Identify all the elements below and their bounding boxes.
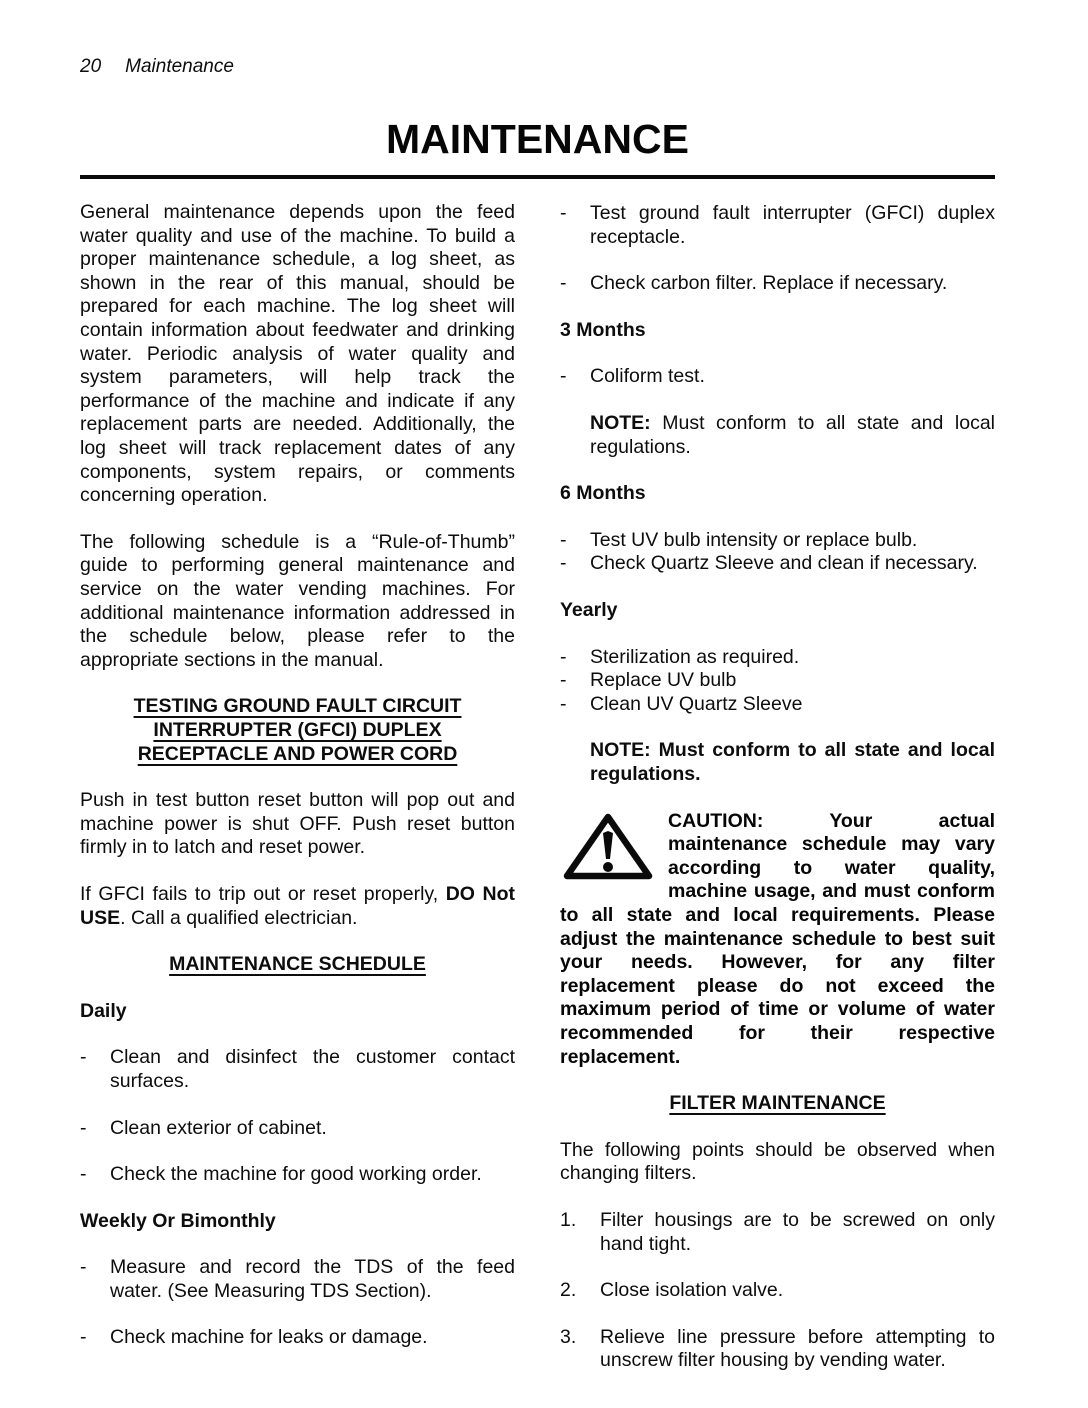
list-item bbox=[560, 202, 995, 249]
list-item bbox=[560, 693, 995, 717]
list-item-text: Check carbon filter. Replace if necessary. bbox=[590, 272, 948, 295]
dash-marker: - bbox=[80, 1163, 87, 1186]
warning-triangle-icon bbox=[560, 811, 656, 883]
list-item-text: Clean UV Quartz Sleeve bbox=[590, 692, 803, 715]
label-3-months: 3 Months bbox=[560, 318, 646, 341]
numbered-item bbox=[560, 1279, 995, 1303]
label-weekly: Weekly Or Bimonthly bbox=[80, 1209, 276, 1232]
page-title: MAINTENANCE bbox=[386, 115, 689, 162]
list-item bbox=[560, 669, 995, 693]
list-item-text: Clean and disinfect the customer contact surfaces. bbox=[110, 1046, 515, 1092]
dash-marker: - bbox=[560, 365, 567, 388]
numbered-item bbox=[560, 1326, 995, 1373]
list-item bbox=[80, 1117, 515, 1141]
dash-marker: - bbox=[560, 552, 567, 575]
list-item-text: Test ground fault interrupter (GFCI) duplex receptacle. bbox=[590, 202, 995, 248]
heading-line: MAINTENANCE SCHEDULE bbox=[169, 953, 426, 976]
heading-line: TESTING GROUND FAULT CIRCUIT bbox=[133, 695, 462, 718]
label-6-months: 6 Months bbox=[560, 482, 646, 505]
list-item bbox=[560, 272, 995, 296]
paragraph-schedule-intro: The following schedule is a “Rule-of-Thumb” guide to performing general maintenance and service on the water vending machines. For additional maintenance information addressed in the schedule below, please refer to the appropriate sections in the manual. bbox=[80, 530, 515, 671]
paragraph-filter-intro: The following points should be observed when changing filters. bbox=[560, 1138, 995, 1185]
numbered-item-text: Filter housings are to be screwed on only hand tight. bbox=[600, 1208, 995, 1255]
numbered-item-text: Relieve line pressure before attempting to unscrew filter housing by vending water. bbox=[600, 1325, 995, 1372]
dash-marker: - bbox=[80, 1326, 87, 1349]
dash-marker: - bbox=[560, 202, 567, 225]
item-number: 1. bbox=[560, 1208, 577, 1231]
page-number: 20 bbox=[80, 56, 102, 77]
list-item bbox=[560, 529, 995, 553]
list-item-text: Check Quartz Sleeve and clean if necessary. bbox=[590, 552, 978, 575]
heading-line: INTERRUPTER (GFCI) DUPLEX bbox=[153, 718, 442, 741]
left-column bbox=[80, 179, 515, 1396]
caution-text: CAUTION: Your actual maintenance schedule may vary according to water quality, machine usage, and must conform to all state and local requirements. Please adjust the maintenance schedule to best suit your needs. However, for any filter replacement please do not exceed the maximum period of time or volume of water recommended for their respective replacement. bbox=[560, 809, 995, 1068]
item-number: 3. bbox=[560, 1325, 577, 1348]
list-item bbox=[80, 1046, 515, 1093]
dash-marker: - bbox=[560, 645, 567, 668]
list-item bbox=[560, 646, 995, 670]
note-label: NOTE: bbox=[590, 412, 651, 435]
dash-marker: - bbox=[560, 528, 567, 551]
dash-marker: - bbox=[80, 1046, 87, 1069]
paragraph-general-maintenance: General maintenance depends upon the feed water quality and use of the machine. To build a proper maintenance schedule, a log sheet, as shown in the rear of this manual, should be prepared for each machine. The log sheet will contain information about feedwater and drinking water. Periodic analysis of water quality and system parameters, will help track the performance of the machine and indicate if any replacement parts are needed. Additionally, the log sheet will track replacement dates of any components, system repairs, or comments concerning operation. bbox=[80, 201, 515, 507]
heading-filter-maintenance bbox=[560, 1092, 995, 1116]
heading-gfci-testing bbox=[80, 695, 515, 766]
six-month-list bbox=[560, 529, 995, 576]
note-3-months bbox=[590, 412, 995, 459]
label-daily: Daily bbox=[80, 999, 127, 1022]
gfci-fail-post: . Call a qualified electrician. bbox=[120, 906, 358, 929]
two-column-body bbox=[80, 179, 995, 1396]
yearly-list bbox=[560, 646, 995, 717]
running-header bbox=[80, 55, 995, 79]
note-text: Must conform to all state and local regulations. bbox=[590, 412, 995, 458]
note-yearly: NOTE: Must conform to all state and local regulations. bbox=[590, 739, 995, 785]
list-item-text: Sterilization as required. bbox=[590, 645, 800, 668]
section-name: Maintenance bbox=[125, 56, 234, 77]
numbered-item bbox=[560, 1209, 995, 1256]
list-item-text: Coliform test. bbox=[590, 365, 705, 388]
numbered-item-text: Close isolation valve. bbox=[600, 1279, 784, 1302]
list-item bbox=[560, 552, 995, 576]
dash-marker: - bbox=[560, 669, 567, 692]
heading-maintenance-schedule bbox=[80, 953, 515, 977]
list-item-text: Test UV bulb intensity or replace bulb. bbox=[590, 528, 918, 551]
dash-marker: - bbox=[80, 1256, 87, 1279]
gfci-fail-bold: DO Not USE bbox=[80, 882, 516, 929]
list-item bbox=[560, 365, 995, 389]
dash-marker: - bbox=[560, 692, 567, 715]
list-item-text: Replace UV bulb bbox=[590, 669, 737, 692]
dash-marker: - bbox=[80, 1116, 87, 1139]
paragraph-push-test-button: Push in test button reset button will pop out and machine power is shut OFF. Push reset button firmly in to latch and reset power. bbox=[80, 789, 515, 859]
list-item-text: Clean exterior of cabinet. bbox=[110, 1116, 327, 1139]
list-item bbox=[80, 1256, 515, 1303]
label-yearly: Yearly bbox=[560, 599, 618, 622]
list-item-text: Check the machine for good working order. bbox=[110, 1163, 482, 1186]
right-column bbox=[560, 179, 995, 1396]
list-item-text: Measure and record the TDS of the feed water. (See Measuring TDS Section). bbox=[110, 1256, 515, 1302]
list-item bbox=[80, 1326, 515, 1350]
gfci-fail-pre: If GFCI fails to trip out or reset properly, bbox=[80, 882, 446, 905]
list-item-text: Check machine for leaks or damage. bbox=[110, 1326, 428, 1349]
caution-block bbox=[560, 810, 995, 1070]
dash-marker: - bbox=[560, 272, 567, 295]
heading-line: FILTER MAINTENANCE bbox=[669, 1092, 886, 1115]
list-item bbox=[80, 1163, 515, 1187]
paragraph-gfci-fail bbox=[80, 883, 515, 930]
item-number: 2. bbox=[560, 1279, 577, 1302]
heading-line: RECEPTACLE AND POWER CORD bbox=[137, 742, 458, 765]
